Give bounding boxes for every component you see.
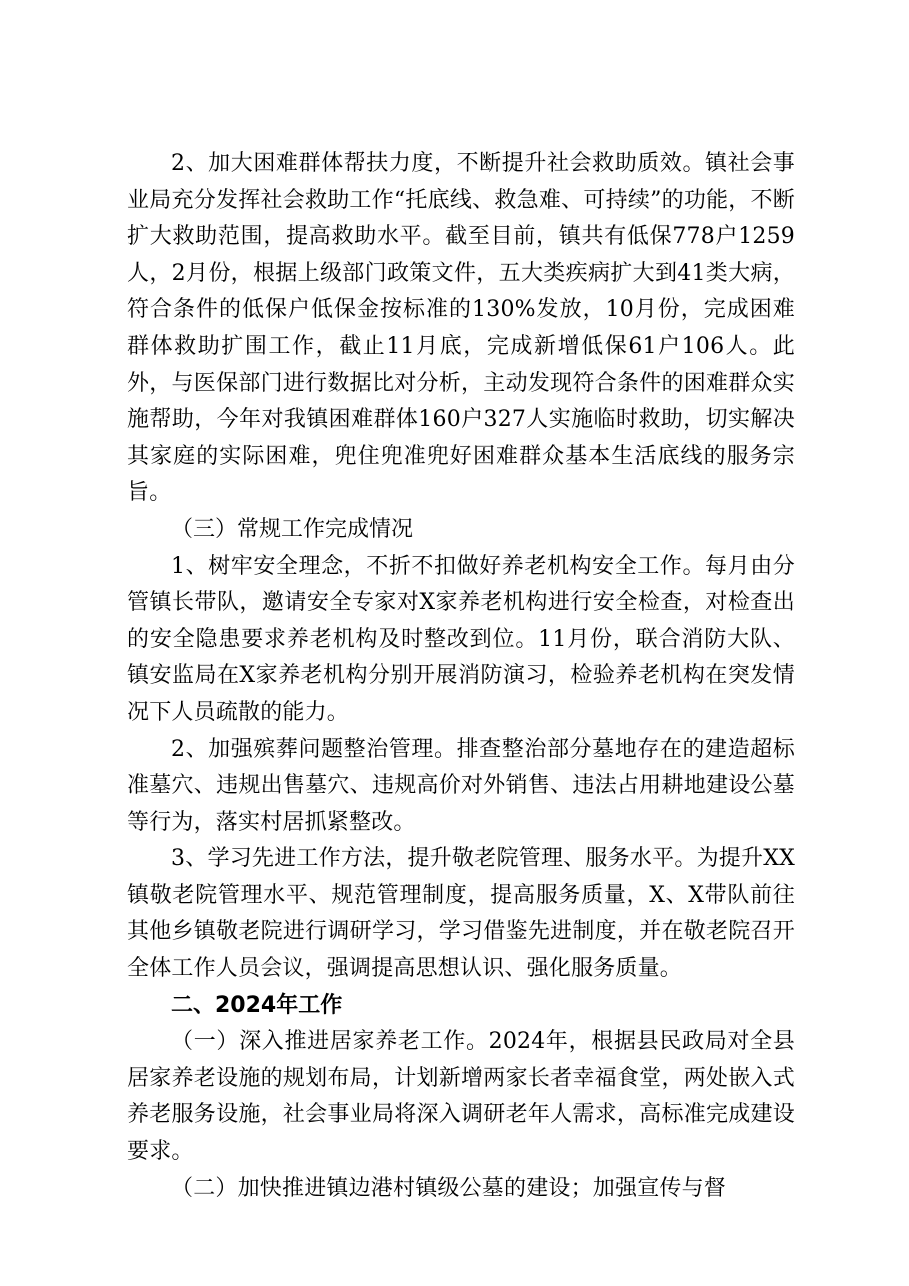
section-heading-routine-work: （三）常规工作完成情况: [171, 516, 414, 542]
paragraph-funeral-management: 2、加强殡葬问题整治管理。排查整治部分墓地存在的建造超标准墓穴、违规出售墓穴、违规高价对外销售、违法占用耕地建设公墓等行为，落实村居抓紧整改。: [127, 736, 795, 835]
paragraph-social-assistance: 2、加大困难群体帮扶力度，不断提升社会救助质效。镇社会事业局充分发挥社会救助工作“托底线、救急难、可持续”的功能，不断扩大救助范围，提高救助水平。截至目前，镇共有低保778户1259人，2月份，根据上级部门政策文件，五大类疾病扩大到41类大病，符合条件的低保户低保金按标准的130%发放，10月份，完成困难群体救助扩围工作，截止11月底，完成新增低保61户106人。此外，与医保部门进行数据比对分析，主动发现符合条件的困难群众实施帮助，今年对我镇困难群体160户327人实施临时救助，切实解决其家庭的实际困难，兜住兜准兜好困难群众基本生活底线的服务宗旨。: [127, 151, 795, 506]
paragraph-nursing-home-learning: 3、学习先进工作方法，提升敬老院管理、服务水平。为提升XX镇敬老院管理水平、规范管理制度，提高服务质量，X、X带队前往其他乡镇敬老院进行调研学习，学习借鉴先进制度，并在敬老院召开全体工作人员会议，强调提高思想认识、强化服务质量。: [127, 846, 795, 982]
paragraph-cemetery-construction: （二）加快推进镇边港村镇级公墓的建设；加强宣传与督: [171, 1175, 727, 1201]
paragraph-home-elderly-care: （一）深入推进居家养老工作。2024年，根据县民政局对全县居家养老设施的规划布局，计划新增两家长者幸福食堂，两处嵌入式养老服务设施，社会事业局将深入调研老年人需求，高标准完成建设要求。: [127, 1029, 795, 1165]
section-heading-2024-work: 二、2024年工作: [171, 992, 343, 1018]
document-body: [127, 146, 795, 1207]
paragraph-elderly-care-safety: 1、树牢安全理念，不折不扣做好养老机构安全工作。每月由分管镇长带队，邀请安全专家对X家养老机构进行安全检查，对检查出的安全隐患要求养老机构及时整改到位。11月份，联合消防大队、镇安监局在X家养老机构分别开展消防演习，检验养老机构在突发情况下人员疏散的能力。: [127, 553, 795, 725]
